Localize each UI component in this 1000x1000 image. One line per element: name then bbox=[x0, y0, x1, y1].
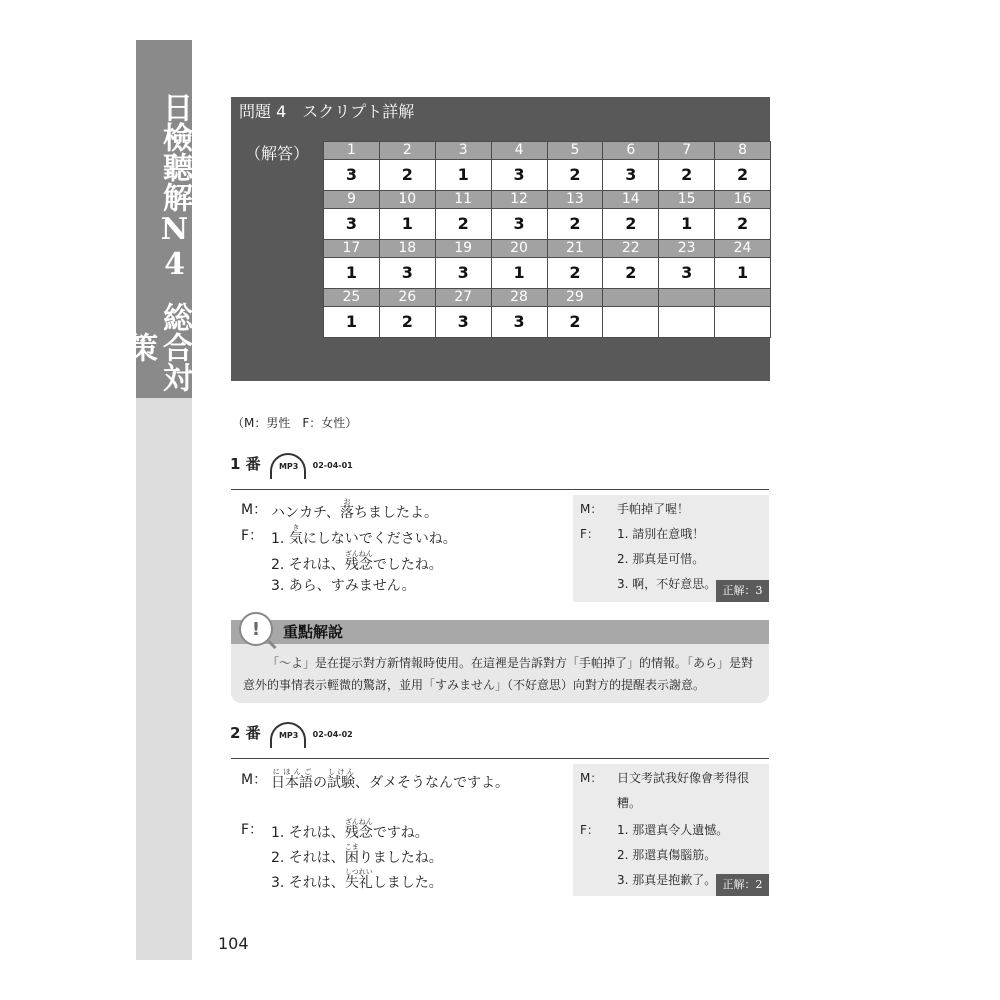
question-number: 14 bbox=[603, 191, 659, 209]
question-number: 25 bbox=[324, 289, 380, 307]
question-number: 16 bbox=[715, 191, 771, 209]
answer-cell: 1 bbox=[491, 258, 547, 289]
translation-text: 1. 那還真令人遺憾。 bbox=[617, 823, 729, 837]
question-number bbox=[603, 289, 659, 307]
answer-cell: 2 bbox=[715, 160, 771, 191]
question-number: 10 bbox=[379, 191, 435, 209]
question-number: 9 bbox=[324, 191, 380, 209]
divider bbox=[231, 758, 769, 759]
answer-cell: 1 bbox=[324, 258, 380, 289]
answer-grid bbox=[323, 141, 771, 338]
answer-cell: 2 bbox=[547, 209, 603, 240]
answer-cell: 3 bbox=[324, 209, 380, 240]
answer-cell: 2 bbox=[435, 209, 491, 240]
key-point-box bbox=[231, 620, 769, 703]
question-number: 26 bbox=[379, 289, 435, 307]
script-text: ですね。 bbox=[372, 825, 429, 841]
track-number: 02-04-02 bbox=[312, 729, 353, 739]
answer-row bbox=[324, 307, 771, 338]
speaker-label: M： bbox=[580, 502, 603, 516]
script-text: ちましたよ。 bbox=[354, 505, 439, 521]
script-text: でしたね。 bbox=[372, 557, 443, 573]
question-number: 5 bbox=[547, 142, 603, 160]
script-line-m bbox=[241, 498, 439, 522]
script-line-f1 bbox=[241, 818, 429, 842]
speaker-label: F： bbox=[241, 822, 264, 838]
translation-text: 手帕掉了喔！ bbox=[617, 502, 690, 516]
side-title-top: 日檢聽解 bbox=[157, 92, 192, 212]
answer-cell: 2 bbox=[547, 258, 603, 289]
question-2-heading bbox=[230, 721, 353, 743]
answer-label: （解答） bbox=[245, 144, 310, 163]
speaker-legend: （M：男性 F：女性） bbox=[232, 416, 358, 430]
answer-cell: 2 bbox=[547, 307, 603, 338]
side-title-mid: N4 bbox=[157, 212, 192, 282]
furigana-word: 気き bbox=[288, 524, 303, 547]
answer-cell: 3 bbox=[379, 258, 435, 289]
question-number: 22 bbox=[603, 240, 659, 258]
furigana-word: 失礼しつれい bbox=[344, 868, 373, 891]
script-text: 、ダメそうなんですよ。 bbox=[355, 775, 509, 791]
furigana-word: 残念ざんねん bbox=[344, 818, 373, 841]
track-number: 02-04-01 bbox=[312, 460, 353, 470]
question-1-title: 1 番 bbox=[230, 454, 261, 473]
answer-cell: 2 bbox=[379, 160, 435, 191]
question-number bbox=[659, 289, 715, 307]
script-text: にしないでくださいね。 bbox=[302, 531, 457, 547]
question-number: 7 bbox=[659, 142, 715, 160]
furigana-word: 困こま bbox=[344, 843, 359, 866]
answer-number-row bbox=[324, 142, 771, 160]
question-number: 1 bbox=[324, 142, 380, 160]
answer-cell: 2 bbox=[603, 209, 659, 240]
question-number: 6 bbox=[603, 142, 659, 160]
translation-text: 3. 那真是抱歉了。 bbox=[617, 873, 717, 887]
exclamation-icon: ! bbox=[239, 612, 273, 646]
script-text: ハンカチ、 bbox=[271, 505, 341, 521]
question-number: 13 bbox=[547, 191, 603, 209]
answer-cell: 2 bbox=[603, 258, 659, 289]
mp3-tag: MP3 bbox=[278, 730, 299, 740]
panel-title: 問題 4 スクリプト詳解 bbox=[239, 102, 415, 121]
translation-text: 1. 請別在意哦！ bbox=[617, 527, 705, 541]
translation-text: 3. 啊，不好意思。 bbox=[617, 577, 717, 591]
script-text: りましたね。 bbox=[358, 850, 443, 866]
script-text: 1. bbox=[271, 531, 289, 547]
script-line-m bbox=[241, 768, 509, 792]
script-text: 1. それは、 bbox=[271, 825, 345, 841]
speaker-label: F： bbox=[580, 823, 599, 837]
answer-cell bbox=[659, 307, 715, 338]
question-1-script bbox=[241, 498, 566, 608]
question-number bbox=[715, 289, 771, 307]
question-number: 21 bbox=[547, 240, 603, 258]
answer-cell bbox=[715, 307, 771, 338]
question-number: 23 bbox=[659, 240, 715, 258]
answer-row bbox=[324, 160, 771, 191]
question-number: 29 bbox=[547, 289, 603, 307]
side-title bbox=[122, 40, 192, 398]
answer-cell: 2 bbox=[379, 307, 435, 338]
question-number: 17 bbox=[324, 240, 380, 258]
answer-cell: 1 bbox=[379, 209, 435, 240]
correct-answer-badge: 正解：2 bbox=[716, 874, 769, 896]
question-number: 27 bbox=[435, 289, 491, 307]
speaker-label: M： bbox=[241, 502, 268, 518]
script-text: 3. あら、すみません。 bbox=[271, 578, 416, 594]
question-number: 18 bbox=[379, 240, 435, 258]
speaker-label: F： bbox=[241, 528, 264, 544]
furigana-word: 残念ざんねん bbox=[344, 550, 373, 573]
question-number: 4 bbox=[491, 142, 547, 160]
question-number: 24 bbox=[715, 240, 771, 258]
speaker-label: M： bbox=[580, 771, 603, 785]
answer-cell: 1 bbox=[715, 258, 771, 289]
answer-cell: 1 bbox=[324, 307, 380, 338]
furigana-word: 試験しけん bbox=[327, 768, 355, 791]
correct-answer-badge: 正解：3 bbox=[716, 580, 769, 602]
question-number: 11 bbox=[435, 191, 491, 209]
question-2-translation bbox=[573, 764, 769, 896]
answer-cell: 3 bbox=[435, 258, 491, 289]
question-number: 3 bbox=[435, 142, 491, 160]
speaker-label: M： bbox=[241, 772, 268, 788]
question-2-script bbox=[241, 766, 566, 896]
question-number: 12 bbox=[491, 191, 547, 209]
answer-cell: 3 bbox=[603, 160, 659, 191]
script-text: 2. それは、 bbox=[271, 850, 345, 866]
question-number: 28 bbox=[491, 289, 547, 307]
question-number: 15 bbox=[659, 191, 715, 209]
answer-number-row bbox=[324, 240, 771, 258]
question-1-heading bbox=[230, 452, 353, 474]
answer-cell: 3 bbox=[491, 209, 547, 240]
side-title-bottom: 総合対策 bbox=[122, 302, 192, 392]
answer-cell: 1 bbox=[659, 209, 715, 240]
script-text: しました。 bbox=[372, 875, 443, 891]
answer-cell: 1 bbox=[435, 160, 491, 191]
answer-cell: 2 bbox=[715, 209, 771, 240]
question-number: 8 bbox=[715, 142, 771, 160]
translation-text: 2. 那還真傷腦筋。 bbox=[617, 848, 717, 862]
answer-cell: 3 bbox=[659, 258, 715, 289]
question-2-title: 2 番 bbox=[230, 723, 261, 742]
answer-cell: 3 bbox=[324, 160, 380, 191]
answer-cell: 2 bbox=[547, 160, 603, 191]
furigana-word: 日本語にほんご bbox=[271, 768, 313, 791]
page-number: 104 bbox=[218, 934, 249, 953]
divider bbox=[231, 489, 769, 490]
question-number: 2 bbox=[379, 142, 435, 160]
script-text: 3. それは、 bbox=[271, 875, 345, 891]
answer-row bbox=[324, 209, 771, 240]
translation-text: 2. 那真是可惜。 bbox=[617, 552, 705, 566]
headphones-icon[interactable] bbox=[269, 453, 309, 473]
answer-cell bbox=[603, 307, 659, 338]
headphones-icon[interactable] bbox=[269, 722, 309, 742]
furigana-word: 落お bbox=[340, 498, 355, 521]
answer-number-row bbox=[324, 289, 771, 307]
answer-cell: 3 bbox=[491, 307, 547, 338]
speaker-label: F： bbox=[580, 527, 599, 541]
script-line-f1 bbox=[241, 524, 457, 548]
question-number: 19 bbox=[435, 240, 491, 258]
mp3-tag: MP3 bbox=[278, 461, 299, 471]
key-point-body: 「～よ」是在提示對方新情報時使用。在這裡是告訴對方「手帕掉了」的情報。「あら」是對意外的事情表示輕微的驚訝，並用「すみません」（不好意思）向對方的提醒表示謝意。 bbox=[243, 656, 754, 692]
question-1-translation bbox=[573, 495, 769, 602]
question-number: 20 bbox=[491, 240, 547, 258]
answer-panel bbox=[231, 97, 770, 381]
answer-row bbox=[324, 258, 771, 289]
answer-cell: 2 bbox=[659, 160, 715, 191]
answer-cell: 3 bbox=[491, 160, 547, 191]
answer-number-row bbox=[324, 191, 771, 209]
translation-text: 日文考試我好像會考得很 bbox=[617, 771, 750, 785]
answer-cell: 3 bbox=[435, 307, 491, 338]
key-point-title: 重點解說 bbox=[283, 623, 344, 641]
script-text: 2. それは、 bbox=[271, 557, 345, 573]
script-text: の bbox=[313, 775, 327, 791]
translation-text: 糟。 bbox=[617, 796, 642, 810]
